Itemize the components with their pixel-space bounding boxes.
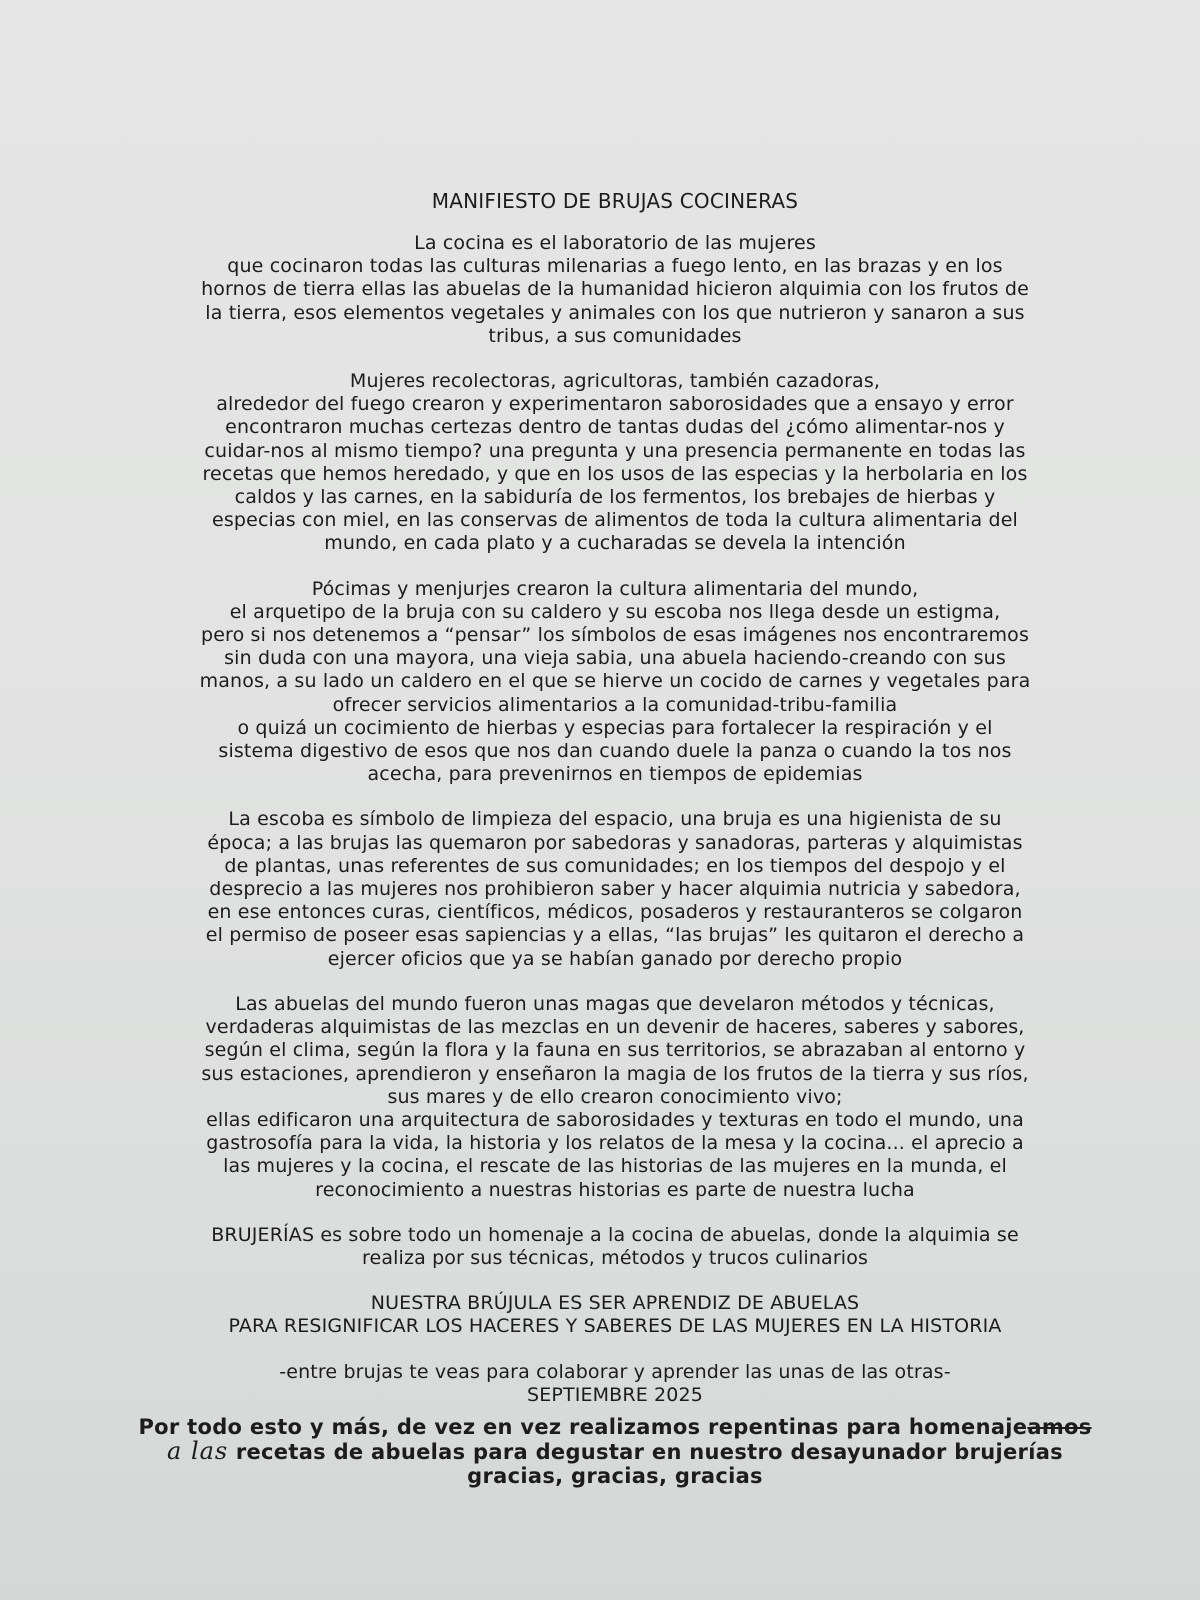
text-line: Pócimas y menjurjes crearon la cultura alimentaria del mundo, — [311, 577, 919, 600]
text-line: sistema digestivo de esos que nos dan cuando duele la panza o cuando la tos nos — [218, 740, 1012, 763]
text-line: que cocinaron todas las culturas milenarias a fuego lento, en las brazas y en los — [227, 255, 1003, 278]
document-title: MANIFIESTO DE BRUJAS COCINERAS — [431, 189, 799, 213]
closing-text: recetas de abuelas para degustar en nuestro desayunador brujerías — [228, 1439, 1063, 1464]
text-line: en ese entonces curas, científicos, médicos, posaderos y restauranteros se colgaron — [207, 901, 1023, 924]
closing-line-2 — [130, 1436, 1100, 1465]
text-line: alrededor del fuego crearon y experimentaron saborosidades que a ensayo y error — [216, 393, 1014, 416]
text-line: ellas edificaron una arquitectura de saborosidades y texturas en todo el mundo, una — [206, 1108, 1024, 1131]
text-line: de plantas, unas referentes de sus comunidades; en los tiempos del despojo y el — [224, 854, 1006, 877]
text-line: manos, a su lado un caldero en el que se hierve un cocido de carnes y vegetales para — [199, 670, 1031, 693]
closing-text: Por todo esto y más, de vez en vez realizamos repentinas para homenaje — [138, 1414, 1028, 1439]
text-line: ejercer oficios que ya se habían ganado por derecho propio — [327, 947, 903, 970]
text-line: el permiso de poseer esas sapiencias y a ellas, “las brujas” les quitaron el derecho a — [205, 924, 1025, 947]
text-line: según el clima, según la flora y la fauna en sus territorios, se abrazaban al entorno y — [204, 1039, 1026, 1062]
text-line: especias con miel, en las conservas de alimentos de toda la cultura alimentaria del — [212, 509, 1018, 532]
text-line: NUESTRA BRÚJULA ES SER APRENDIZ DE ABUELAS — [370, 1292, 860, 1315]
text-line: las mujeres y la cocina, el rescate de las historias de las mujeres en la munda, el — [223, 1155, 1007, 1178]
text-line: o quizá un cocimiento de hierbas y especias para fortalecer la respiración y el — [237, 716, 993, 739]
text-line: desprecio a las mujeres nos prohibieron saber y hacer alquimia nutricia y sabedora, — [209, 878, 1021, 901]
text-line: sus mares y de ello crearon conocimiento vivo; — [387, 1085, 843, 1108]
paragraph-compass — [130, 1292, 1100, 1338]
date-line: SEPTIEMBRE 2025 — [526, 1383, 703, 1406]
closing-line-1 — [130, 1415, 1100, 1439]
text-line: hornos de tierra ellas las abuelas de la humanidad hicieron alquimia con los frutos de — [201, 278, 1029, 301]
paragraph-3 — [130, 578, 1100, 787]
text-line: la tierra, esos elementos vegetales y animales con los que nutrieron y sanaron a sus — [205, 301, 1025, 324]
text-line: caldos y las carnes, en la sabiduría de los fermentos, los brebajes de hierbas y — [234, 486, 996, 509]
paragraph-6 — [130, 1224, 1100, 1270]
text-line: La cocina es el laboratorio de las mujeres — [414, 232, 816, 254]
paragraph-4 — [130, 808, 1100, 970]
text-line: el arquetipo de la bruja con su caldero y su escoba nos llega desde un estigma, — [229, 600, 1001, 623]
text-line: realiza por sus técnicas, métodos y trucos culinarios — [361, 1246, 869, 1269]
text-line: Mujeres recolectoras, agricultoras, también cazadoras, — [349, 370, 881, 393]
text-line: -entre brujas te veas para colaborar y aprender las unas de las otras- — [279, 1360, 951, 1383]
struck-text: amos — [1027, 1414, 1092, 1439]
handwritten-correction: a las — [167, 1436, 229, 1465]
text-line: cuidar-nos al mismo tiempo? una pregunta y una presencia permanente en todas las — [204, 439, 1026, 462]
paragraph-1 — [130, 232, 1100, 348]
text-line: ofrecer servicios alimentarios a la comunidad-tribu-familia — [332, 693, 898, 716]
text-line: encontraron muchas certezas dentro de tantas dudas del ¿cómo alimentar-nos y — [225, 416, 1005, 439]
text-line: Las abuelas del mundo fueron unas magas que develaron métodos y técnicas, — [235, 992, 995, 1015]
manifesto-document — [130, 188, 1100, 1510]
text-line: gastrosofía para la vida, la historia y los relatos de la mesa y la cocina... el aprecio a — [206, 1132, 1024, 1155]
closing-paragraph — [130, 1415, 1100, 1488]
text-line: PARA RESIGNIFICAR LOS HACERES Y SABERES DE LAS MUJERES EN LA HISTORIA — [228, 1315, 1002, 1338]
text-line: mundo, en cada plato y a cucharadas se devela la intención — [324, 532, 906, 555]
text-line: recetas que hemos heredado, y que en los usos de las especias y la herbolaria en los — [202, 462, 1028, 485]
text-line: pero si nos detenemos a “pensar” los símbolos de esas imágenes nos encontraremos — [200, 624, 1029, 647]
text-line: época; a las brujas las quemaron por sabedoras y sanadoras, parteras y alquimistas — [207, 831, 1023, 854]
text-line: verdaderas alquimistas de las mezclas en un devenir de haceres, saberes y sabores, — [205, 1016, 1025, 1039]
closing-line-3: gracias, gracias, gracias — [467, 1463, 763, 1488]
paragraph-date — [130, 1361, 1100, 1407]
text-line: tribus, a sus comunidades — [488, 324, 742, 347]
paragraph-2 — [130, 370, 1100, 556]
text-line: sin duda con una mayora, una vieja sabia, una abuela haciendo-creando con sus — [224, 647, 1006, 670]
text-line: BRUJERÍAS es sobre todo un homenaje a la cocina de abuelas, donde la alquimia se — [211, 1223, 1019, 1246]
text-line: La escoba es símbolo de limpieza del espacio, una bruja es una higienista de su — [228, 808, 1002, 831]
text-line: reconocimiento a nuestras historias es parte de nuestra lucha — [315, 1178, 915, 1201]
text-line: acecha, para prevenirnos en tiempos de epidemias — [367, 763, 863, 786]
text-line: sus estaciones, aprendieron y enseñaron la magia de los frutos de la tierra y sus ríos, — [201, 1062, 1029, 1085]
paragraph-5 — [130, 993, 1100, 1202]
